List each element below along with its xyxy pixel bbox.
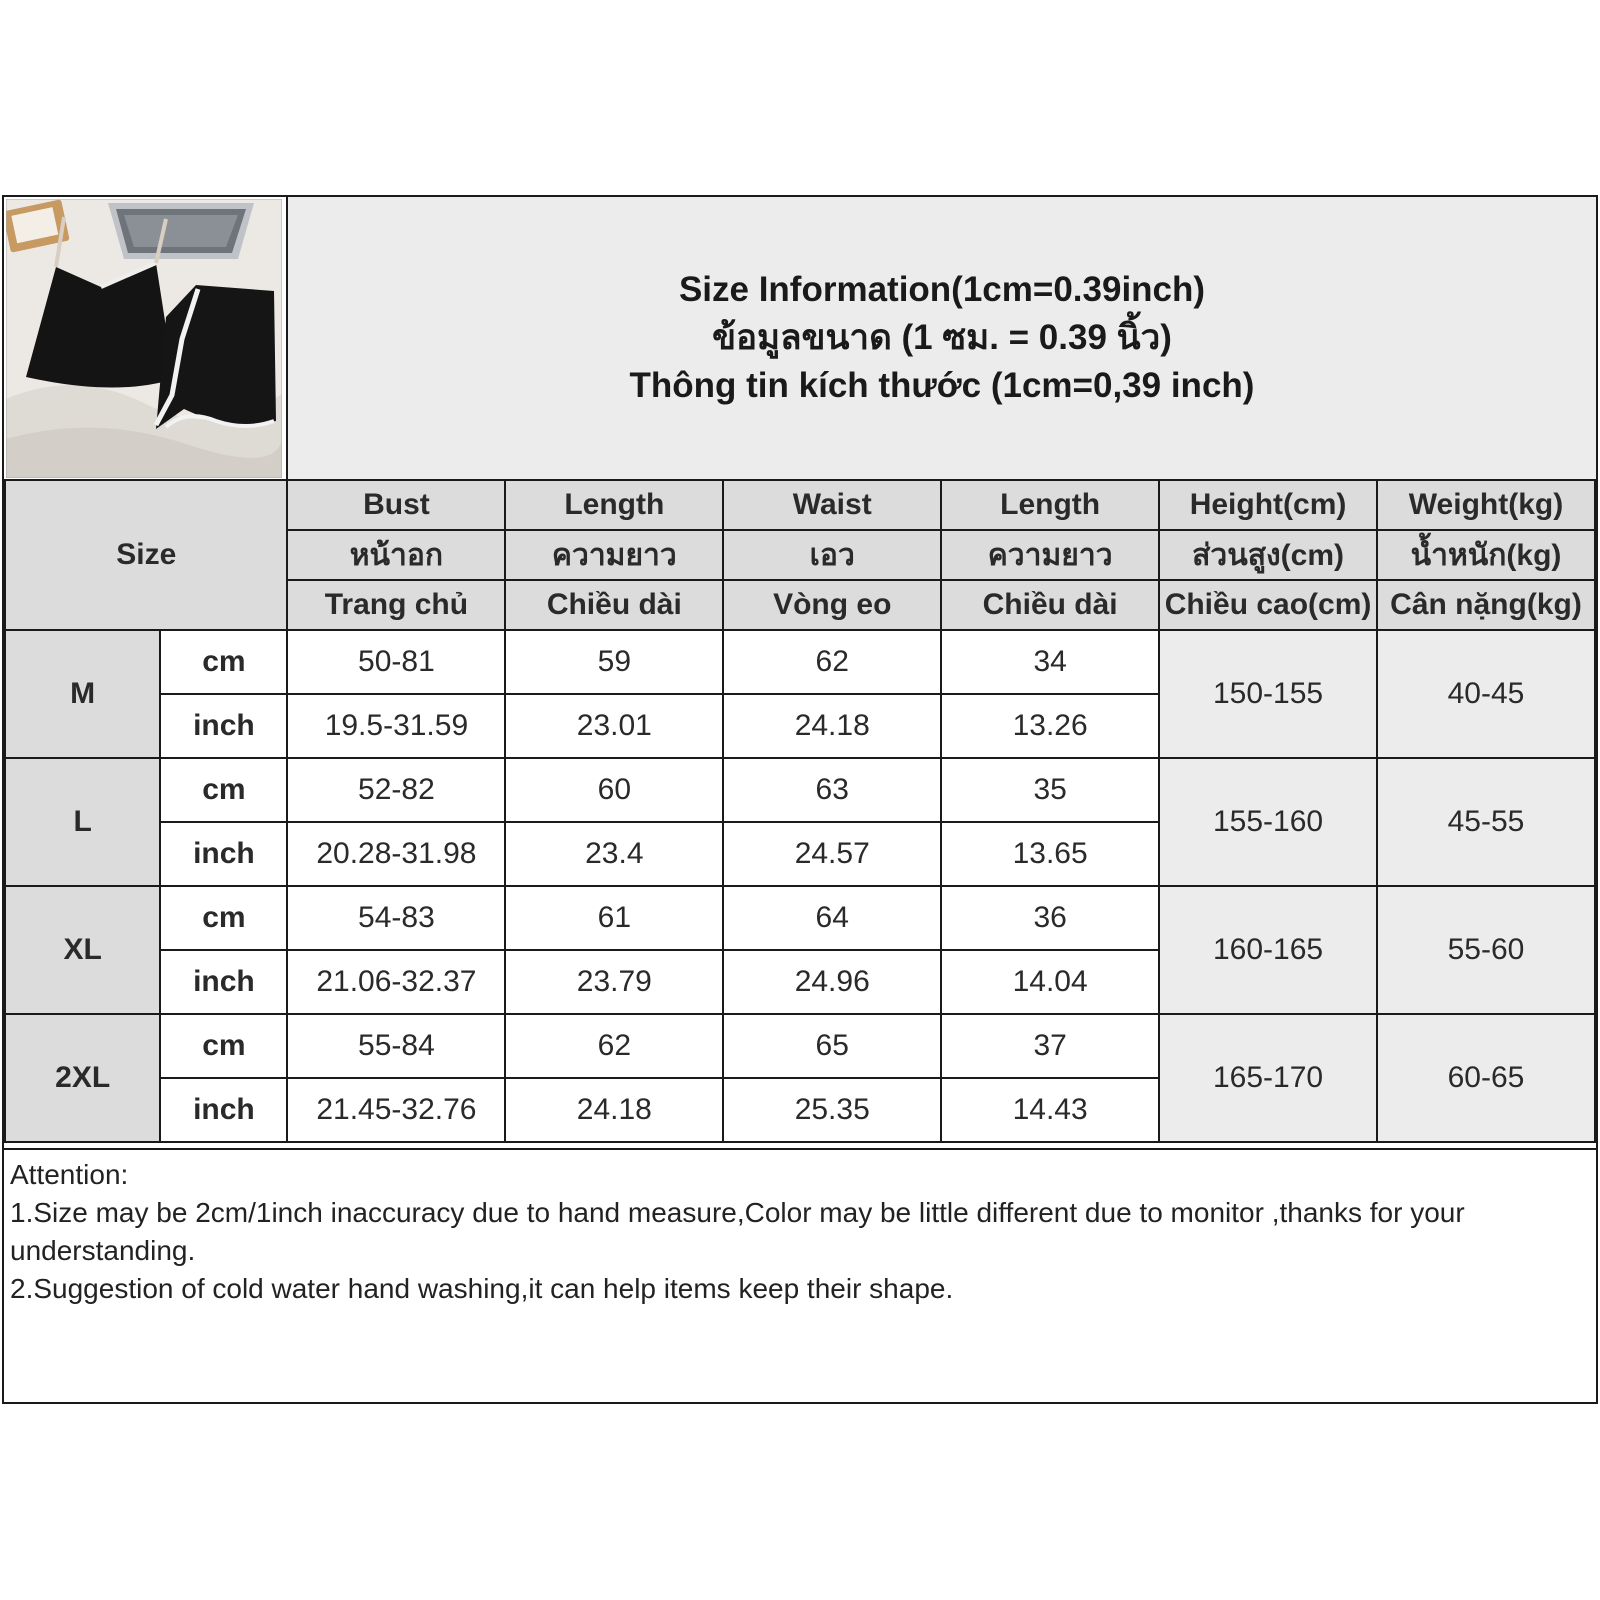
size-chart xyxy=(2,195,1598,1404)
column-header-height-th: ส่วนสูง(cm) xyxy=(1159,530,1377,580)
height-cell: 160-165 xyxy=(1159,886,1377,1014)
weight-cell: 55-60 xyxy=(1377,886,1595,1014)
unit-label: inch xyxy=(160,950,287,1014)
table-cell: 21.45-32.76 xyxy=(287,1078,505,1142)
table-cell: 14.43 xyxy=(941,1078,1159,1142)
note-line: 2.Suggestion of cold water hand washing,it can help items keep their shape. xyxy=(10,1273,954,1304)
table-cell: 36 xyxy=(941,886,1159,950)
table-cell: 60 xyxy=(505,758,723,822)
product-image xyxy=(6,199,282,478)
weight-cell: 45-55 xyxy=(1377,758,1595,886)
title-block xyxy=(286,197,1596,479)
unit-label: cm xyxy=(160,758,287,822)
table-cell: 23.01 xyxy=(505,694,723,758)
column-header-height-en: Height(cm) xyxy=(1159,480,1377,530)
table-cell: 54-83 xyxy=(287,886,505,950)
unit-label: cm xyxy=(160,886,287,950)
table-cell: 24.18 xyxy=(723,694,941,758)
unit-label: inch xyxy=(160,1078,287,1142)
table-cell: 52-82 xyxy=(287,758,505,822)
table-cell: 13.26 xyxy=(941,694,1159,758)
height-cell: 150-155 xyxy=(1159,630,1377,758)
column-header-waist-en: Waist xyxy=(723,480,941,530)
table-cell: 24.18 xyxy=(505,1078,723,1142)
table-cell: 14.04 xyxy=(941,950,1159,1014)
weight-cell: 40-45 xyxy=(1377,630,1595,758)
product-photo xyxy=(6,199,282,478)
column-header-top-length-vi: Chiều dài xyxy=(505,580,723,630)
table-cell: 20.28-31.98 xyxy=(287,822,505,886)
height-cell: 155-160 xyxy=(1159,758,1377,886)
table-cell: 65 xyxy=(723,1014,941,1078)
table-cell: 62 xyxy=(723,630,941,694)
unit-label: inch xyxy=(160,694,287,758)
table-row xyxy=(5,630,1595,694)
table-cell: 64 xyxy=(723,886,941,950)
unit-label: cm xyxy=(160,630,287,694)
table-cell: 23.4 xyxy=(505,822,723,886)
table-cell: 24.57 xyxy=(723,822,941,886)
table-row xyxy=(5,886,1595,950)
unit-label: cm xyxy=(160,1014,287,1078)
column-header-bust-vi: Trang chủ xyxy=(287,580,505,630)
table-cell: 59 xyxy=(505,630,723,694)
column-header-waist-th: เอว xyxy=(723,530,941,580)
column-header-top-length-th: ความยาว xyxy=(505,530,723,580)
table-cell: 13.65 xyxy=(941,822,1159,886)
column-header-short-length-en: Length xyxy=(941,480,1159,530)
notes-heading: Attention: xyxy=(10,1159,129,1190)
size-label: XL xyxy=(5,886,160,1014)
title-vietnamese: Thông tin kích thước (1cm=0,39 inch) xyxy=(629,366,1255,405)
table-cell: 63 xyxy=(723,758,941,822)
title-english: Size Information(1cm=0.39inch) xyxy=(678,270,1206,309)
table-cell: 62 xyxy=(505,1014,723,1078)
column-header-short-length-th: ความยาว xyxy=(941,530,1159,580)
table-cell: 37 xyxy=(941,1014,1159,1078)
size-label: M xyxy=(5,630,160,758)
size-label: 2XL xyxy=(5,1014,160,1142)
note-line: 1.Size may be 2cm/1inch inaccuracy due to hand measure,Color may be little different due to monitor ,thanks for your understanding. xyxy=(10,1197,1465,1266)
height-cell: 165-170 xyxy=(1159,1014,1377,1142)
column-header-weight-th: น้ำหนัก(kg) xyxy=(1377,530,1595,580)
table-row xyxy=(5,1014,1595,1078)
unit-label: inch xyxy=(160,822,287,886)
column-header-bust-en: Bust xyxy=(287,480,505,530)
weight-cell: 60-65 xyxy=(1377,1014,1595,1142)
table-cell: 55-84 xyxy=(287,1014,505,1078)
table-cell: 23.79 xyxy=(505,950,723,1014)
table-cell: 25.35 xyxy=(723,1078,941,1142)
column-header-waist-vi: Vòng eo xyxy=(723,580,941,630)
table-cell: 34 xyxy=(941,630,1159,694)
table-cell: 50-81 xyxy=(287,630,505,694)
size-header: Size xyxy=(5,480,287,630)
table-cell: 19.5-31.59 xyxy=(287,694,505,758)
column-header-weight-vi: Cân nặng(kg) xyxy=(1377,580,1595,630)
column-header-height-vi: Chiều cao(cm) xyxy=(1159,580,1377,630)
column-header-short-length-vi: Chiều dài xyxy=(941,580,1159,630)
attention-notes xyxy=(4,1148,1596,1402)
table-cell: 35 xyxy=(941,758,1159,822)
table-cell: 21.06-32.37 xyxy=(287,950,505,1014)
column-header-bust-th: หน้าอก xyxy=(287,530,505,580)
table-cell: 61 xyxy=(505,886,723,950)
column-header-top-length-en: Length xyxy=(505,480,723,530)
column-header-weight-en: Weight(kg) xyxy=(1377,480,1595,530)
size-table xyxy=(4,479,1596,1143)
table-row xyxy=(5,758,1595,822)
table-cell: 24.96 xyxy=(723,950,941,1014)
title-thai: ข้อมูลขนาด (1 ซม. = 0.39 นิ้ว) xyxy=(712,318,1172,357)
size-label: L xyxy=(5,758,160,886)
